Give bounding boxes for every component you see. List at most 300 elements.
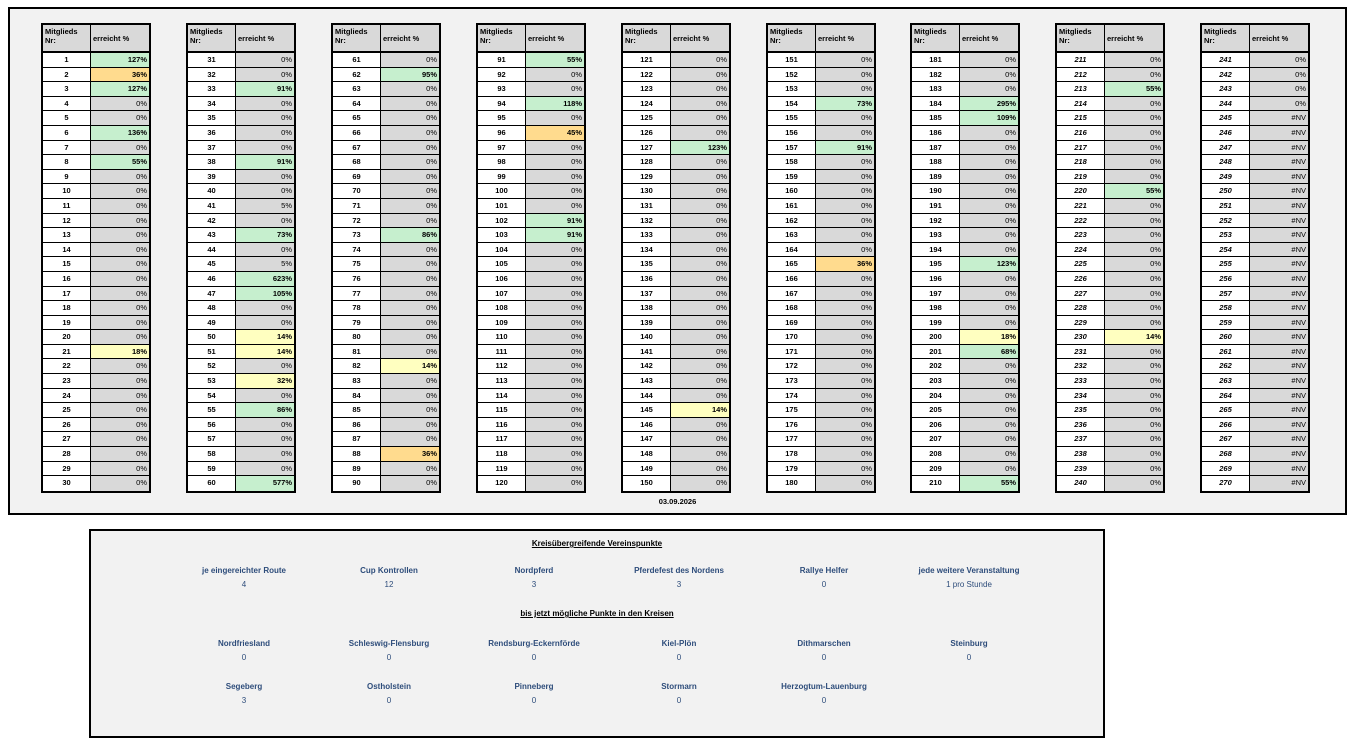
member-number: 2 bbox=[43, 68, 91, 82]
table-row bbox=[768, 214, 874, 229]
table-row bbox=[1202, 330, 1308, 345]
achieved-percent: 0% bbox=[671, 359, 729, 373]
table-row bbox=[43, 447, 149, 462]
table-row bbox=[1202, 170, 1308, 185]
table-row bbox=[333, 316, 439, 331]
table-header bbox=[333, 25, 439, 53]
table-row bbox=[188, 418, 294, 433]
table-row bbox=[188, 82, 294, 97]
member-number: 103 bbox=[478, 228, 526, 242]
achieved-percent: 0% bbox=[816, 111, 874, 125]
achieved-header: erreicht % bbox=[673, 33, 710, 43]
achieved-percent: 0% bbox=[526, 243, 584, 257]
achieved-percent: 127% bbox=[91, 53, 149, 67]
achieved-percent: 0% bbox=[526, 389, 584, 403]
achieved-percent: 0% bbox=[236, 170, 294, 184]
table-row bbox=[623, 199, 729, 214]
table-row bbox=[333, 82, 439, 97]
member-number: 252 bbox=[1202, 214, 1250, 228]
member-number: 113 bbox=[478, 374, 526, 388]
table-row bbox=[478, 155, 584, 170]
member-number: 137 bbox=[623, 287, 671, 301]
member-number: 131 bbox=[623, 199, 671, 213]
achieved-percent: 0% bbox=[381, 243, 439, 257]
table-row bbox=[1202, 389, 1308, 404]
member-number: 4 bbox=[43, 97, 91, 111]
table-row bbox=[623, 287, 729, 302]
member-number: 265 bbox=[1202, 403, 1250, 417]
achieved-percent: 0% bbox=[526, 272, 584, 286]
member-number: 56 bbox=[188, 418, 236, 432]
achieved-percent: 295% bbox=[960, 97, 1018, 111]
points-value: 0 bbox=[386, 696, 392, 705]
member-number: 53 bbox=[188, 374, 236, 388]
member-number: 41 bbox=[188, 199, 236, 213]
achieved-percent: 0% bbox=[91, 447, 149, 461]
achieved-percent: 0% bbox=[960, 462, 1018, 476]
table-row bbox=[1057, 330, 1163, 345]
table-row bbox=[333, 184, 439, 199]
table-row bbox=[768, 301, 874, 316]
table-row bbox=[333, 403, 439, 418]
member-number: 231 bbox=[1057, 345, 1105, 359]
achieved-percent: 0% bbox=[960, 403, 1018, 417]
table-row bbox=[188, 389, 294, 404]
table-row bbox=[768, 447, 874, 462]
achieved-percent: 0% bbox=[1105, 228, 1163, 242]
points-label: Ostholstein bbox=[366, 682, 411, 691]
member-number: 61 bbox=[333, 53, 381, 67]
table-row bbox=[478, 170, 584, 185]
table-row bbox=[912, 199, 1018, 214]
member-number: 11 bbox=[43, 199, 91, 213]
achieved-percent: 0% bbox=[526, 462, 584, 476]
table-row bbox=[1202, 184, 1308, 199]
table-row bbox=[768, 141, 874, 156]
table-row bbox=[333, 243, 439, 258]
points-value: 0 bbox=[241, 653, 247, 662]
member-number: 119 bbox=[478, 462, 526, 476]
member-number: 250 bbox=[1202, 184, 1250, 198]
achieved-percent: 55% bbox=[1105, 82, 1163, 96]
table-row bbox=[333, 228, 439, 243]
achieved-percent: #NV bbox=[1250, 359, 1308, 373]
member-number: 208 bbox=[912, 447, 960, 461]
member-number: 227 bbox=[1057, 287, 1105, 301]
achieved-percent: 0% bbox=[236, 184, 294, 198]
achieved-percent: 0% bbox=[816, 330, 874, 344]
achieved-percent: #NV bbox=[1250, 214, 1308, 228]
member-number: 176 bbox=[768, 418, 816, 432]
achieved-header: erreicht % bbox=[962, 33, 999, 43]
table-row bbox=[188, 330, 294, 345]
table-row bbox=[623, 141, 729, 156]
table-row bbox=[768, 359, 874, 374]
points-label: Pinneberg bbox=[514, 682, 554, 691]
achieved-percent: 0% bbox=[816, 389, 874, 403]
member-number: 121 bbox=[623, 53, 671, 67]
table-row bbox=[1202, 447, 1308, 462]
table-row bbox=[188, 155, 294, 170]
achieved-percent: 0% bbox=[671, 170, 729, 184]
achieved-percent: 14% bbox=[236, 345, 294, 359]
points-item bbox=[174, 639, 314, 662]
table-row bbox=[188, 345, 294, 360]
achieved-percent: 0% bbox=[91, 141, 149, 155]
achieved-percent: 0% bbox=[1105, 97, 1163, 111]
member-number: 15 bbox=[43, 257, 91, 271]
member-number: 224 bbox=[1057, 243, 1105, 257]
achieved-percent: 123% bbox=[960, 257, 1018, 271]
achieved-percent: 0% bbox=[381, 301, 439, 315]
table-row bbox=[1202, 316, 1308, 331]
member-number: 80 bbox=[333, 330, 381, 344]
table-row bbox=[623, 345, 729, 360]
achieved-percent: 0% bbox=[960, 199, 1018, 213]
achieved-percent: 0% bbox=[960, 316, 1018, 330]
table-row bbox=[478, 111, 584, 126]
table-row bbox=[912, 111, 1018, 126]
table-row bbox=[1057, 301, 1163, 316]
member-number: 67 bbox=[333, 141, 381, 155]
member-number: 229 bbox=[1057, 316, 1105, 330]
member-number: 91 bbox=[478, 53, 526, 67]
table-row bbox=[478, 287, 584, 302]
member-number: 180 bbox=[768, 476, 816, 491]
achieved-percent: 0% bbox=[816, 301, 874, 315]
table-row bbox=[1057, 53, 1163, 68]
table-row bbox=[188, 301, 294, 316]
member-number: 201 bbox=[912, 345, 960, 359]
achieved-percent: 0% bbox=[91, 272, 149, 286]
table-row bbox=[1202, 53, 1308, 68]
table-row bbox=[43, 330, 149, 345]
member-number: 116 bbox=[478, 418, 526, 432]
achieved-percent: #NV bbox=[1250, 403, 1308, 417]
table-row bbox=[1057, 432, 1163, 447]
table-row bbox=[43, 257, 149, 272]
member-number: 222 bbox=[1057, 214, 1105, 228]
achieved-percent: 0% bbox=[91, 184, 149, 198]
table-row bbox=[768, 199, 874, 214]
table-row bbox=[912, 97, 1018, 112]
table-row bbox=[478, 316, 584, 331]
member-number: 123 bbox=[623, 82, 671, 96]
table-row bbox=[623, 272, 729, 287]
member-number: 83 bbox=[333, 374, 381, 388]
achieved-percent: 0% bbox=[960, 184, 1018, 198]
member-number: 37 bbox=[188, 141, 236, 155]
member-number: 169 bbox=[768, 316, 816, 330]
member-number: 221 bbox=[1057, 199, 1105, 213]
achieved-percent: 0% bbox=[816, 462, 874, 476]
points-label: Steinburg bbox=[950, 639, 988, 648]
member-table bbox=[331, 23, 441, 493]
member-number: 187 bbox=[912, 141, 960, 155]
achieved-percent: 0% bbox=[381, 287, 439, 301]
member-nr-header: Mitglieds Nr: bbox=[1057, 25, 1105, 51]
achieved-percent: 0% bbox=[816, 184, 874, 198]
achieved-percent: 109% bbox=[960, 111, 1018, 125]
points-item bbox=[754, 682, 894, 705]
achieved-percent: 0% bbox=[960, 301, 1018, 315]
achieved-percent: 0% bbox=[816, 243, 874, 257]
table-row bbox=[188, 462, 294, 477]
achieved-percent: 577% bbox=[236, 476, 294, 491]
points-item bbox=[319, 682, 459, 705]
member-number: 69 bbox=[333, 170, 381, 184]
table-row bbox=[912, 418, 1018, 433]
member-number: 84 bbox=[333, 389, 381, 403]
points-item bbox=[464, 566, 604, 589]
achieved-percent: 0% bbox=[381, 272, 439, 286]
achieved-percent: 55% bbox=[91, 155, 149, 169]
points-item bbox=[609, 639, 749, 662]
table-row bbox=[1202, 111, 1308, 126]
points-label: je eingereichter Route bbox=[201, 566, 287, 575]
achieved-percent: #NV bbox=[1250, 228, 1308, 242]
member-number: 50 bbox=[188, 330, 236, 344]
member-number: 128 bbox=[623, 155, 671, 169]
member-number: 68 bbox=[333, 155, 381, 169]
table-row bbox=[912, 126, 1018, 141]
achieved-percent: 0% bbox=[816, 68, 874, 82]
member-number: 77 bbox=[333, 287, 381, 301]
achieved-percent: 0% bbox=[960, 68, 1018, 82]
member-number: 104 bbox=[478, 243, 526, 257]
achieved-percent: 0% bbox=[381, 53, 439, 67]
member-number: 183 bbox=[912, 82, 960, 96]
achieved-percent: 86% bbox=[236, 403, 294, 417]
member-number: 184 bbox=[912, 97, 960, 111]
achieved-header: erreicht % bbox=[383, 33, 420, 43]
member-number: 156 bbox=[768, 126, 816, 140]
member-number: 216 bbox=[1057, 126, 1105, 140]
member-number: 143 bbox=[623, 374, 671, 388]
member-number: 225 bbox=[1057, 257, 1105, 271]
table-row bbox=[478, 272, 584, 287]
achieved-percent: 91% bbox=[526, 228, 584, 242]
member-number: 18 bbox=[43, 301, 91, 315]
achieved-percent: 0% bbox=[816, 228, 874, 242]
achieved-percent: 14% bbox=[236, 330, 294, 344]
achieved-percent: 86% bbox=[381, 228, 439, 242]
table-row bbox=[1057, 184, 1163, 199]
table-row bbox=[768, 97, 874, 112]
member-table bbox=[766, 23, 876, 493]
achieved-percent: 0% bbox=[91, 316, 149, 330]
member-number: 173 bbox=[768, 374, 816, 388]
achieved-percent: 0% bbox=[960, 141, 1018, 155]
achieved-percent: #NV bbox=[1250, 155, 1308, 169]
table-row bbox=[478, 82, 584, 97]
member-number: 255 bbox=[1202, 257, 1250, 271]
achieved-percent: 0% bbox=[1105, 53, 1163, 67]
member-number: 258 bbox=[1202, 301, 1250, 315]
district-points-title: bis jetzt mögliche Punkte in den Kreisen bbox=[520, 609, 674, 618]
member-number: 151 bbox=[768, 53, 816, 67]
achieved-percent: 0% bbox=[671, 432, 729, 446]
table-row bbox=[623, 111, 729, 126]
table-row bbox=[1202, 214, 1308, 229]
member-number: 203 bbox=[912, 374, 960, 388]
member-number: 102 bbox=[478, 214, 526, 228]
member-number: 147 bbox=[623, 432, 671, 446]
achieved-header: erreicht % bbox=[93, 33, 130, 43]
member-number: 246 bbox=[1202, 126, 1250, 140]
achieved-percent: 55% bbox=[1105, 184, 1163, 198]
achieved-percent: 0% bbox=[381, 111, 439, 125]
table-row bbox=[188, 97, 294, 112]
achieved-percent: 0% bbox=[1105, 155, 1163, 169]
achieved-percent: 0% bbox=[236, 214, 294, 228]
points-item bbox=[464, 682, 604, 705]
table-row bbox=[768, 403, 874, 418]
points-item bbox=[609, 566, 749, 589]
achieved-percent: 0% bbox=[1105, 432, 1163, 446]
achieved-percent: 0% bbox=[381, 82, 439, 96]
member-number: 17 bbox=[43, 287, 91, 301]
member-number: 219 bbox=[1057, 170, 1105, 184]
achieved-percent: 0% bbox=[816, 155, 874, 169]
member-number: 78 bbox=[333, 301, 381, 315]
table-row bbox=[1057, 257, 1163, 272]
member-number: 19 bbox=[43, 316, 91, 330]
member-nr-header: Mitglieds Nr: bbox=[188, 25, 236, 51]
achieved-percent: 0% bbox=[91, 257, 149, 271]
member-number: 266 bbox=[1202, 418, 1250, 432]
member-number: 96 bbox=[478, 126, 526, 140]
member-number: 107 bbox=[478, 287, 526, 301]
table-row bbox=[912, 389, 1018, 404]
achieved-percent: #NV bbox=[1250, 141, 1308, 155]
table-row bbox=[188, 272, 294, 287]
achieved-percent: 0% bbox=[1105, 272, 1163, 286]
achieved-percent: 0% bbox=[1105, 403, 1163, 417]
member-number: 172 bbox=[768, 359, 816, 373]
member-number: 267 bbox=[1202, 432, 1250, 446]
table-row bbox=[912, 243, 1018, 258]
member-number: 150 bbox=[623, 476, 671, 491]
table-row bbox=[1057, 462, 1163, 477]
member-number: 45 bbox=[188, 257, 236, 271]
member-number: 21 bbox=[43, 345, 91, 359]
member-number: 72 bbox=[333, 214, 381, 228]
member-nr-header: Mitglieds Nr: bbox=[768, 25, 816, 51]
achieved-percent: 0% bbox=[671, 287, 729, 301]
table-row bbox=[333, 389, 439, 404]
achieved-percent: 0% bbox=[671, 330, 729, 344]
achieved-percent: #NV bbox=[1250, 389, 1308, 403]
member-number: 3 bbox=[43, 82, 91, 96]
achieved-percent: 136% bbox=[91, 126, 149, 140]
achieved-percent: 0% bbox=[236, 418, 294, 432]
member-number: 30 bbox=[43, 476, 91, 491]
table-row bbox=[1202, 359, 1308, 374]
table-row bbox=[1202, 462, 1308, 477]
table-row bbox=[912, 287, 1018, 302]
achieved-percent: 55% bbox=[960, 476, 1018, 491]
table-row bbox=[478, 432, 584, 447]
achieved-percent: 0% bbox=[1105, 126, 1163, 140]
member-number: 132 bbox=[623, 214, 671, 228]
cross-district-title: Kreisübergreifende Vereinspunkte bbox=[531, 539, 663, 548]
table-row bbox=[333, 97, 439, 112]
member-number: 152 bbox=[768, 68, 816, 82]
table-row bbox=[333, 462, 439, 477]
table-row bbox=[478, 141, 584, 156]
member-table bbox=[1055, 23, 1165, 493]
table-row bbox=[1202, 126, 1308, 141]
table-row bbox=[333, 214, 439, 229]
member-number: 211 bbox=[1057, 53, 1105, 67]
member-number: 175 bbox=[768, 403, 816, 417]
achieved-percent: 0% bbox=[236, 432, 294, 446]
achieved-header: erreicht % bbox=[818, 33, 855, 43]
member-number: 139 bbox=[623, 316, 671, 330]
table-row bbox=[1057, 170, 1163, 185]
achieved-percent: 0% bbox=[91, 199, 149, 213]
table-row bbox=[768, 155, 874, 170]
member-number: 163 bbox=[768, 228, 816, 242]
member-number: 170 bbox=[768, 330, 816, 344]
achieved-percent: 0% bbox=[960, 228, 1018, 242]
table-header bbox=[43, 25, 149, 53]
table-row bbox=[188, 476, 294, 491]
achieved-percent: 0% bbox=[816, 345, 874, 359]
achieved-percent: 0% bbox=[381, 184, 439, 198]
points-label: Stormarn bbox=[661, 682, 697, 691]
table-row bbox=[912, 403, 1018, 418]
achieved-percent: 0% bbox=[91, 476, 149, 491]
achieved-percent: 0% bbox=[671, 462, 729, 476]
achieved-percent: 0% bbox=[816, 403, 874, 417]
achieved-percent: 0% bbox=[91, 418, 149, 432]
achieved-percent: 0% bbox=[960, 82, 1018, 96]
achieved-percent: 0% bbox=[526, 418, 584, 432]
table-row bbox=[188, 243, 294, 258]
points-item bbox=[899, 639, 1039, 662]
member-number: 27 bbox=[43, 432, 91, 446]
member-nr-header: Mitglieds Nr: bbox=[912, 25, 960, 51]
achieved-percent: 0% bbox=[671, 97, 729, 111]
table-row bbox=[188, 199, 294, 214]
member-number: 158 bbox=[768, 155, 816, 169]
member-number: 54 bbox=[188, 389, 236, 403]
achieved-percent: 0% bbox=[91, 228, 149, 242]
achieved-percent: 123% bbox=[671, 141, 729, 155]
points-value: 0 bbox=[821, 580, 827, 589]
table-row bbox=[188, 287, 294, 302]
achieved-percent: 0% bbox=[816, 126, 874, 140]
member-number: 185 bbox=[912, 111, 960, 125]
table-row bbox=[1202, 287, 1308, 302]
points-item bbox=[899, 566, 1039, 589]
member-number: 5 bbox=[43, 111, 91, 125]
table-row bbox=[43, 170, 149, 185]
member-number: 149 bbox=[623, 462, 671, 476]
table-row bbox=[1057, 97, 1163, 112]
member-number: 136 bbox=[623, 272, 671, 286]
member-number: 207 bbox=[912, 432, 960, 446]
table-row bbox=[623, 214, 729, 229]
member-number: 134 bbox=[623, 243, 671, 257]
table-row bbox=[768, 345, 874, 360]
achieved-percent: 0% bbox=[960, 418, 1018, 432]
member-number: 48 bbox=[188, 301, 236, 315]
achieved-percent: 0% bbox=[671, 418, 729, 432]
member-number: 111 bbox=[478, 345, 526, 359]
